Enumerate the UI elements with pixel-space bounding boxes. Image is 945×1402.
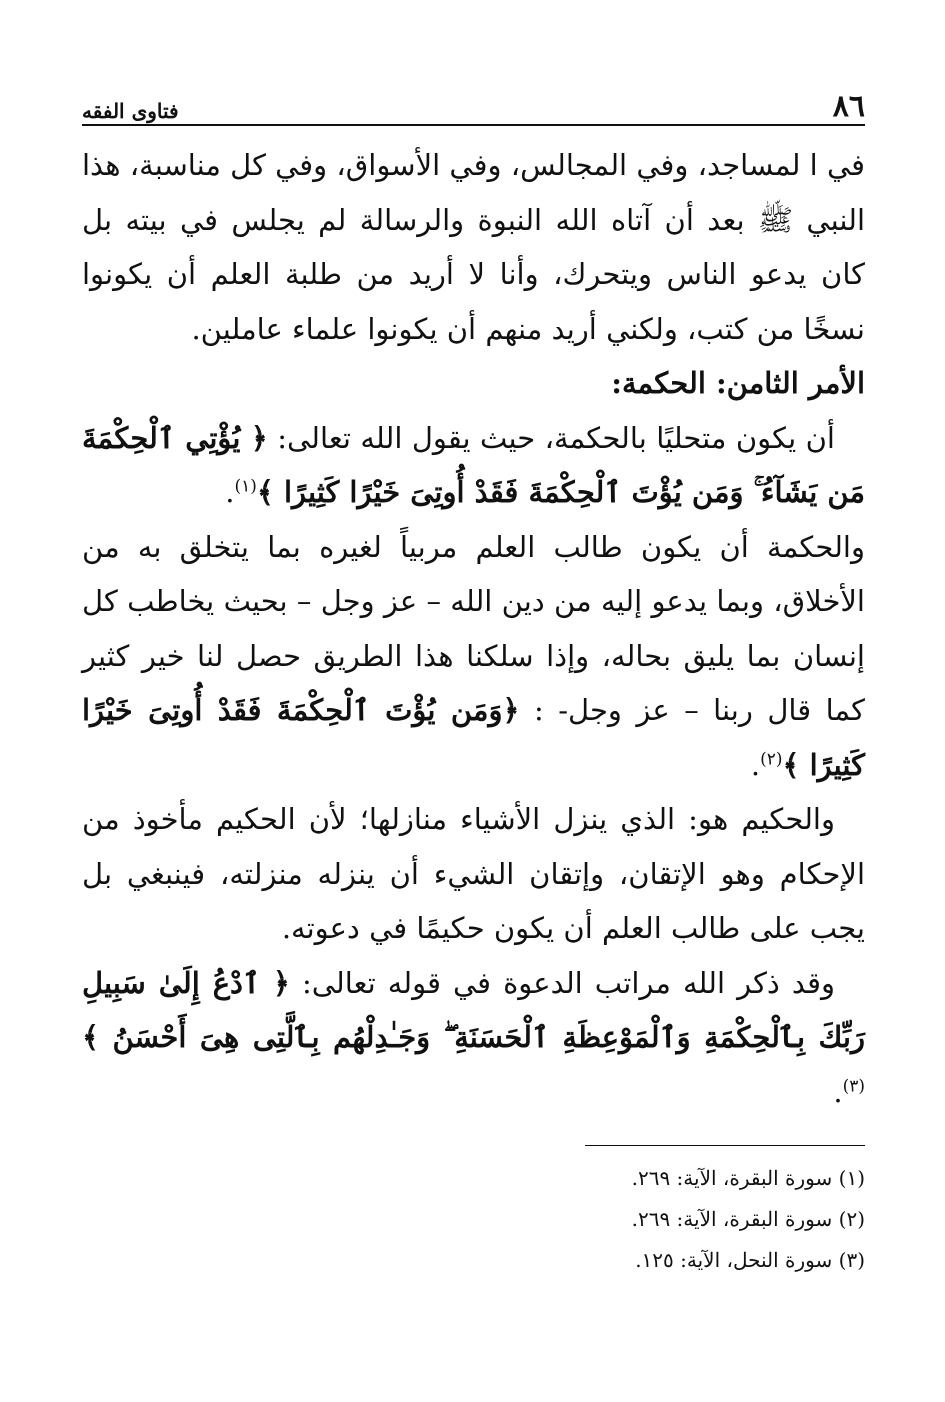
footnote: (٢) سورة البقرة، الآية: ٢٦٩. [631,1207,865,1231]
paragraph-end: . [225,475,235,509]
paragraph-text: في ا لمساجد، وفي المجالس، وفي الأسواق، وفي كل مناسبة، هذا النبي ﷺ بعد أن آتاه الله النبوة والرسالة لم يجلس في بيته بل كان يدعو الناس ويتحرك، وأنا لا أريد من طلبة العلم أن يكونوا نسخًا من كتب، ولكني أريد منهم أن يكونوا علماء عاملين. [82,148,865,346]
footnote-ref: (٢) [760,748,783,769]
page-number: ٨٦ [832,89,865,124]
page-header [82,88,865,126]
running-title: فتاوى الفقه [82,99,179,123]
quran-verse: ﴿وَمَن يُؤْتَ ٱلْحِكْمَةَ فَقَدْ أُوتِىَ خَيْرًا كَثِيرًا ﴾ [82,693,865,782]
book-page [82,88,865,1338]
paragraph-text: أن يكون متحليًا بالحكمة، حيث يقول الله تعالى: [267,420,835,455]
footnotes [82,1158,865,1281]
paragraph-text: والحكيم هو: الذي ينزل الأشياء منازلها؛ لأن الحكيم مأخوذ من الإحكام وهو الإتقان، وإتقان الشيء أن ينزله منزلته، فينبغي بل يجب على طالب العلم أن يكون حكيمًا في دعوته. [82,802,865,945]
paragraph [82,138,865,356]
page-body [82,138,865,1119]
quran-verse: ﴿ يُؤْتِي ٱلْحِكْمَةَ مَن يَشَآءُ ۚ وَمَن يُؤْتَ ٱلْحِكْمَةَ فَقَدْ أُوتِىَ خَيْرًا كَثِيرًا ﴾ [82,420,865,509]
footnote-separator [585,1145,865,1146]
paragraph-end: . [750,747,761,782]
paragraph [82,956,865,1120]
quran-verse: ﴿ ٱدْعُ إِلَىٰ سَبِيلِ رَبِّكَ بِٱلْحِكْمَةِ وَٱلْمَوْعِظَةِ ٱلْحَسَنَةِ ۖ وَجَـٰدِلْهُم بِٱلَّتِى هِىَ أَحْسَنُ ﴾ [82,965,865,1054]
footnote: (١) سورة البقرة، الآية: ٢٦٩. [631,1166,865,1190]
footnote-ref: (١) [234,476,257,497]
section-heading [82,356,865,411]
footnote-ref: (٣) [842,1075,865,1096]
paragraph [82,411,865,520]
footnote: (٣) سورة النحل، الآية: ١٢٥. [635,1248,865,1272]
paragraph [82,792,865,956]
section-heading-text: الأمر الثامن: الحكمة: [611,366,865,400]
paragraph-text: وقد ذكر الله مراتب الدعوة في قوله تعالى: [289,965,835,1000]
paragraph-end: . [833,1074,843,1109]
paragraph-text: والحكمة أن يكون طالب العلم مربياً لغيره بما يتخلق به من الأخلاق، وبما يدعو إليه من دين الله – عز وجل – بحيث يخاطب كل إنسان بما يليق بحاله، وإذا سلكنا هذا الطريق حصل لنا خير كثير كما قال ربنا – عز وجل- : [82,529,865,727]
paragraph [82,520,865,793]
